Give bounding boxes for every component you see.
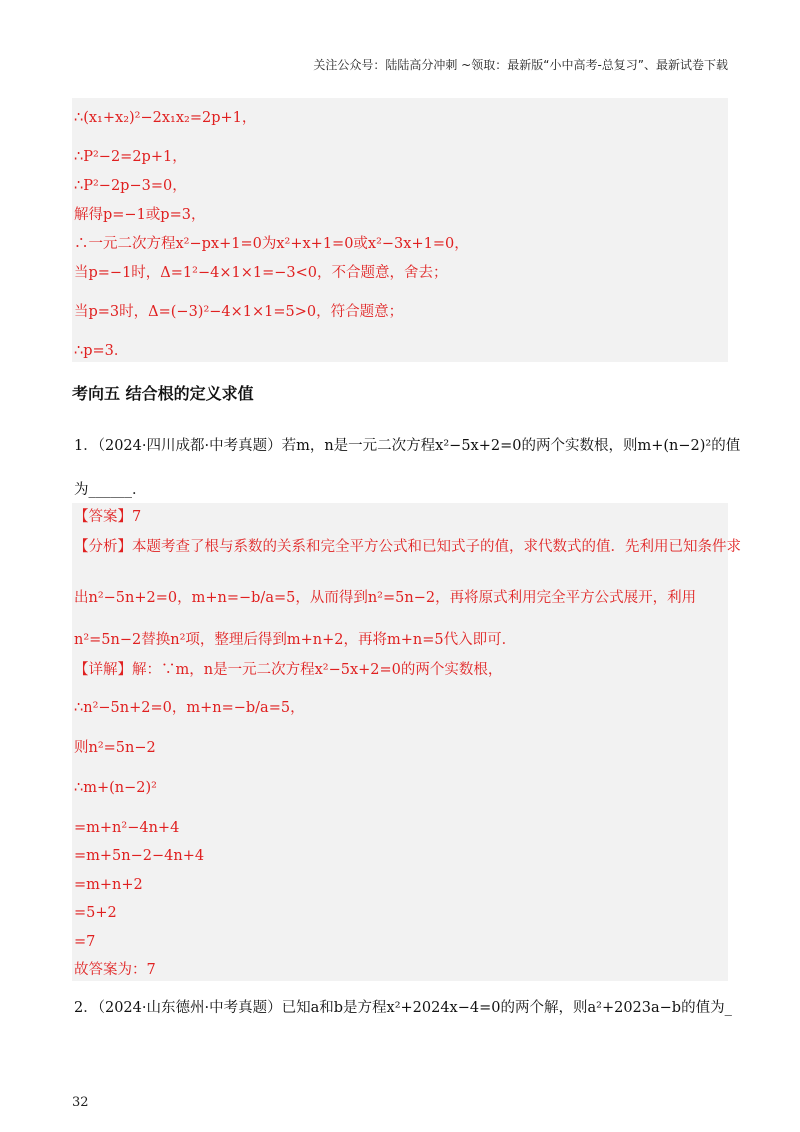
question-1-line-2: 为______．	[74, 482, 147, 498]
detail-line: =m+n²−4n+4	[74, 820, 180, 836]
question-2-line-1: 2．（2024·山东德州·中考真题）已知a和b是方程x²+2024x−4=0的两个解，则a²+2023a−b的值为_	[74, 1000, 732, 1016]
solution-line: ∴P²−2p−3=0，	[74, 178, 187, 194]
solution-block-2	[72, 503, 728, 981]
detail-line: 【详解】解：∵m，n是一元二次方程x²−5x+2=0的两个实数根，	[74, 662, 503, 678]
solution-line: ∴(x₁+x₂)²−2x₁x₂=2p+1，	[74, 110, 257, 126]
detail-line: 则n²=5n−2	[74, 740, 156, 756]
analysis-line: 【分析】本题考查了根与系数的关系和完全平方公式和已知式子的值，求代数式的值．先利用已知条件求	[74, 539, 741, 555]
detail-line: =m+n+2	[74, 877, 143, 893]
analysis-line: n²=5n−2替换n²项，整理后得到m+n+2，再将m+n=5代入即可．	[74, 632, 517, 648]
section-title: 考向五 结合根的定义求值	[72, 384, 254, 403]
final-answer-line: 故答案为：7	[74, 962, 156, 978]
analysis-line: 出n²−5n+2=0，m+n=−b/a=5，从而得到n²=5n−2，再将原式利用完全平方公式展开，利用	[74, 590, 697, 606]
solution-line: 解得p=−1或p=3，	[74, 207, 206, 223]
detail-line: ∴n²−5n+2=0，m+n=−b/a=5，	[74, 700, 305, 716]
page-number: 32	[72, 1095, 89, 1110]
solution-line: 当p=3时，Δ=(−3)²−4×1×1=5>0，符合题意；	[74, 304, 404, 320]
solution-line: ∴一元二次方程x²−px+1=0为x²+x+1=0或x²−3x+1=0，	[74, 236, 469, 252]
detail-line: ∴m+(n−2)²	[74, 780, 157, 796]
question-1-line-1: 1．（2024·四川成都·中考真题）若m，n是一元二次方程x²−5x+2=0的两个实数根，则m+(n−2)²的值	[74, 438, 741, 454]
solution-line: ∴P²−2=2p+1，	[74, 149, 187, 165]
answer-line: 【答案】7	[74, 509, 142, 525]
solution-line: 当p=−1时，Δ=1²−4×1×1=−3<0，不合题意，舍去；	[74, 265, 448, 281]
detail-line: =5+2	[74, 905, 117, 921]
detail-line: =m+5n−2−4n+4	[74, 848, 205, 864]
solution-block-1	[72, 98, 728, 362]
detail-line: =7	[74, 934, 96, 950]
solution-line: ∴p=3．	[74, 343, 129, 359]
page-header: 关注公众号：陆陆高分冲刺 ~领取：最新版“小中高考-总复习”、最新试卷下载	[313, 58, 728, 72]
